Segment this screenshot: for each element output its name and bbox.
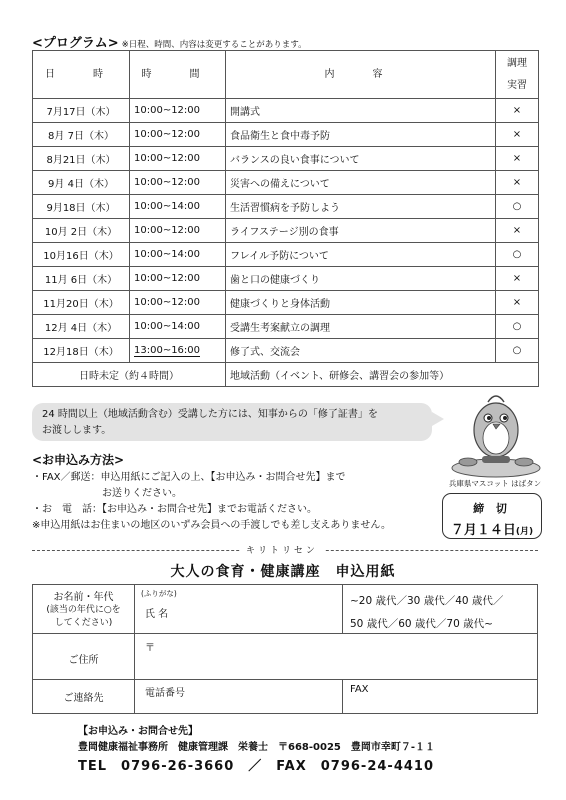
name-age-note2: してください) xyxy=(54,618,113,628)
table-row-undetermined xyxy=(33,363,539,387)
certificate-bubble xyxy=(32,403,432,441)
program-heading-text: <プログラム> xyxy=(32,36,119,51)
row-content: 修了式、交流会 xyxy=(226,339,496,363)
address-field[interactable]: 〒 xyxy=(145,643,155,654)
table-row xyxy=(33,99,539,123)
row-date: 8月 7日（木） xyxy=(33,123,130,147)
deadline-date xyxy=(443,519,541,538)
row-cooking: ○ xyxy=(496,243,539,267)
row-content: 受講生考案献立の調理 xyxy=(226,315,496,339)
row-date: 8月21日（木） xyxy=(33,147,130,171)
row-content: 食品衛生と食中毒予防 xyxy=(226,123,496,147)
bubble-line1: 24 時間以上（地域活動含む）受講した方には、知事からの「修了証書」を xyxy=(42,409,378,420)
row-time: 10:00~12:00 xyxy=(130,219,226,243)
row-cooking: × xyxy=(496,267,539,291)
row-cooking: × xyxy=(496,171,539,195)
contact-label: ご連絡先 xyxy=(63,693,104,704)
row-cooking: ○ xyxy=(496,195,539,219)
header-cooking-text: 調理 実習 xyxy=(507,57,527,91)
row-cooking: × xyxy=(496,291,539,315)
fax-field[interactable]: FAX xyxy=(350,684,369,695)
row-content: 歯と口の健康づくり xyxy=(226,267,496,291)
furigana-label: (ふりがな) xyxy=(141,589,177,598)
row-time-text: 13:00~16:00 xyxy=(134,345,201,356)
table-row xyxy=(33,195,539,219)
row-date: 10月 2日（木） xyxy=(33,219,130,243)
row-cooking: × xyxy=(496,99,539,123)
bubble-line2: お渡しします。 xyxy=(42,425,112,436)
name-age-note1: (該当の年代に○を xyxy=(46,605,121,615)
row-date: 11月20日（木） xyxy=(33,291,130,315)
row-content: ライフステージ別の食事 xyxy=(226,219,496,243)
mascot-bird-icon xyxy=(448,390,544,480)
row-date: 9月18日（木） xyxy=(33,195,130,219)
table-row xyxy=(33,219,539,243)
row-date: 11月 6日（木） xyxy=(33,267,130,291)
name-age-label: お名前・年代 xyxy=(53,592,114,603)
mascot-caption: 兵庫県マスコット はばタン xyxy=(448,479,542,488)
header-cooking xyxy=(496,51,539,99)
form-title: 大人の食育・健康講座 申込用紙 xyxy=(170,564,396,580)
deadline-day: (月) xyxy=(515,527,534,537)
name-field-label[interactable]: 氏 名 xyxy=(145,609,169,620)
table-row xyxy=(33,339,539,363)
program-table-header xyxy=(33,51,539,99)
contact-heading: 【お申込み・お問合せ先】 xyxy=(78,726,198,737)
table-row xyxy=(33,147,539,171)
header-content: 内 容 xyxy=(226,51,496,99)
deadline-date-text: ７月１４日 xyxy=(450,523,516,538)
application-form xyxy=(32,584,538,714)
row-cooking: × xyxy=(496,123,539,147)
row-date: 10月16日（木） xyxy=(33,243,130,267)
row-time: 10:00~12:00 xyxy=(130,147,226,171)
row-time: 10:00~12:00 xyxy=(130,99,226,123)
age-options-line1[interactable]: ~20 歳代／30 歳代／40 歳代／ xyxy=(350,595,504,607)
contact-address: 豊岡健康福祉事務所 健康管理課 栄養士 〒668-0025 豊岡市幸町７-１１ xyxy=(78,742,436,753)
row-cooking: ○ xyxy=(496,315,539,339)
phone-field[interactable]: 電話番号 xyxy=(145,688,185,699)
program-table xyxy=(32,50,539,387)
apply-instructions xyxy=(32,470,391,534)
apply-line-send: お送りください。 xyxy=(102,488,182,499)
program-heading xyxy=(32,32,307,51)
row-time: 10:00~12:00 xyxy=(130,123,226,147)
table-row xyxy=(33,171,539,195)
row-date: 12月 4日（木） xyxy=(33,315,130,339)
row-time: 10:00~12:00 xyxy=(130,291,226,315)
table-row xyxy=(33,315,539,339)
header-time: 時 間 xyxy=(130,51,226,99)
program-note: ※日程、時間、内容は変更することがあります。 xyxy=(121,40,307,50)
apply-heading: <お申込み方法> xyxy=(32,453,125,467)
row-date: 日時未定（約４時間） xyxy=(33,363,226,387)
row-time: 10:00~12:00 xyxy=(130,267,226,291)
age-options-line2[interactable]: 50 歳代／60 歳代／70 歳代~ xyxy=(350,618,493,630)
table-row xyxy=(33,243,539,267)
deadline-title: 締 切 xyxy=(473,502,511,515)
contact-phone-fax: TEL 0796-26-3660 ／ FAX 0796-24-4410 xyxy=(78,759,434,774)
table-row xyxy=(33,291,539,315)
row-cooking: × xyxy=(496,147,539,171)
row-date: 7月17日（木） xyxy=(33,99,130,123)
bubble-tail xyxy=(432,412,444,426)
row-content: フレイル予防について xyxy=(226,243,496,267)
deadline-box xyxy=(442,493,542,539)
row-content: バランスの良い食事について xyxy=(226,147,496,171)
row-content: 地域活動（イベント、研修会、講習会の参加等） xyxy=(226,363,539,387)
row-content: 災害への備えについて xyxy=(226,171,496,195)
apply-line-fax: ・FAX／郵送：申込用紙にご記入の上、【お申込み・お問合せ先】まで xyxy=(32,472,346,483)
row-date: 12月18日（木） xyxy=(33,339,130,363)
apply-line-phone: ・お 電 話：【お申込み・お問合せ先】までお電話ください。 xyxy=(32,504,317,515)
apply-line-note: ※申込用紙はお住まいの地区のいずみ会員への手渡しでも差し支えありません。 xyxy=(32,520,391,531)
row-content: 開講式 xyxy=(226,99,496,123)
row-content: 生活習慣病を予防しよう xyxy=(226,195,496,219)
row-content: 健康づくりと身体活動 xyxy=(226,291,496,315)
row-time: 10:00~12:00 xyxy=(130,171,226,195)
table-row xyxy=(33,123,539,147)
row-cooking: × xyxy=(496,219,539,243)
table-row xyxy=(33,267,539,291)
name-age-label-cell xyxy=(33,591,134,630)
row-time xyxy=(130,339,226,363)
row-date: 9月 4日（木） xyxy=(33,171,130,195)
address-label: ご住所 xyxy=(68,655,99,666)
row-time: 10:00~14:00 xyxy=(130,243,226,267)
header-date: 日 時 xyxy=(33,51,130,99)
row-time: 10:00~14:00 xyxy=(130,315,226,339)
row-time: 10:00~14:00 xyxy=(130,195,226,219)
row-cooking: ○ xyxy=(496,339,539,363)
cut-line-label: キリトリセン xyxy=(240,543,324,556)
